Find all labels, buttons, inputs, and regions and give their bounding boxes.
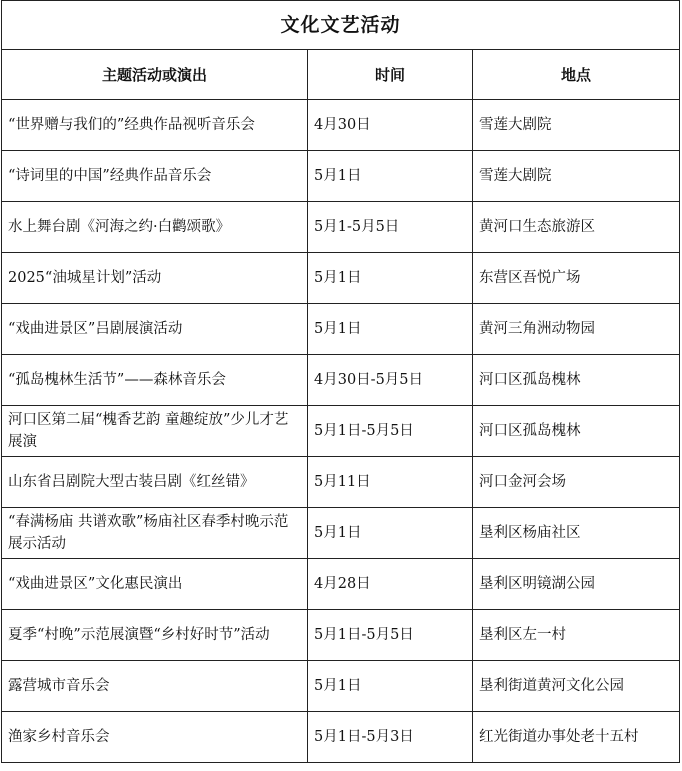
cell-place: 红光街道办事处老十五村 — [473, 712, 680, 763]
cell-event: 2025“油城星计划”活动 — [2, 253, 308, 304]
cell-place: 河口区孤岛槐林 — [473, 355, 680, 406]
cell-place: 垦利街道黄河文化公园 — [473, 661, 680, 712]
table-row — [2, 151, 680, 202]
cell-place: 河口区孤岛槐林 — [473, 406, 680, 457]
cell-event: 夏季“村晚”示范展演暨“乡村好时节”活动 — [2, 610, 308, 661]
cell-event: 渔家乡村音乐会 — [2, 712, 308, 763]
cell-event: “春满杨庙 共谱欢歌”杨庙社区春季村晚示范展示活动 — [2, 508, 308, 559]
cell-time: 5月1日 — [308, 508, 473, 559]
cell-event: 露营城市音乐会 — [2, 661, 308, 712]
cell-time: 4月30日 — [308, 100, 473, 151]
cell-time: 5月1日-5月3日 — [308, 712, 473, 763]
cell-place: 雪莲大剧院 — [473, 100, 680, 151]
cell-time: 5月1日 — [308, 661, 473, 712]
cell-event: “诗词里的中国”经典作品音乐会 — [2, 151, 308, 202]
table-row — [2, 559, 680, 610]
cell-place: 东营区吾悦广场 — [473, 253, 680, 304]
cell-place: 垦利区杨庙社区 — [473, 508, 680, 559]
table-row — [2, 100, 680, 151]
cell-event: 水上舞台剧《河海之约·白鹳颂歌》 — [2, 202, 308, 253]
header-event: 主题活动或演出 — [2, 50, 308, 100]
table-row — [2, 406, 680, 457]
cell-time: 5月1日 — [308, 253, 473, 304]
table-row — [2, 457, 680, 508]
table-wrapper — [1, 0, 680, 763]
cell-time: 5月1日-5月5日 — [308, 610, 473, 661]
table-row — [2, 304, 680, 355]
cell-time: 5月1-5月5日 — [308, 202, 473, 253]
table-row — [2, 610, 680, 661]
table-title: 文化文艺活动 — [2, 1, 680, 50]
table-row — [2, 202, 680, 253]
cell-event: “孤岛槐林生活节”——森林音乐会 — [2, 355, 308, 406]
cell-place: 垦利区左一村 — [473, 610, 680, 661]
cell-time: 5月1日 — [308, 304, 473, 355]
cell-time: 5月1日-5月5日 — [308, 406, 473, 457]
cell-time: 4月28日 — [308, 559, 473, 610]
cell-place: 垦利区明镜湖公园 — [473, 559, 680, 610]
title-row — [2, 1, 680, 50]
cell-place: 雪莲大剧院 — [473, 151, 680, 202]
table-row — [2, 508, 680, 559]
header-time: 时间 — [308, 50, 473, 100]
cell-time: 4月30日-5月5日 — [308, 355, 473, 406]
header-row — [2, 50, 680, 100]
cell-event: 山东省吕剧院大型古装吕剧《红丝错》 — [2, 457, 308, 508]
header-place: 地点 — [473, 50, 680, 100]
cell-place: 黄河三角洲动物园 — [473, 304, 680, 355]
cell-time: 5月11日 — [308, 457, 473, 508]
cell-event: 河口区第二届“槐香艺韵 童趣绽放”少儿才艺展演 — [2, 406, 308, 457]
table-row — [2, 661, 680, 712]
table-row — [2, 253, 680, 304]
table-row — [2, 355, 680, 406]
cell-event: “戏曲进景区”吕剧展演活动 — [2, 304, 308, 355]
table-row — [2, 712, 680, 763]
activities-table — [1, 0, 680, 763]
cell-place: 黄河口生态旅游区 — [473, 202, 680, 253]
cell-event: “世界赠与我们的”经典作品视听音乐会 — [2, 100, 308, 151]
cell-place: 河口金河会场 — [473, 457, 680, 508]
cell-time: 5月1日 — [308, 151, 473, 202]
cell-event: “戏曲进景区”文化惠民演出 — [2, 559, 308, 610]
